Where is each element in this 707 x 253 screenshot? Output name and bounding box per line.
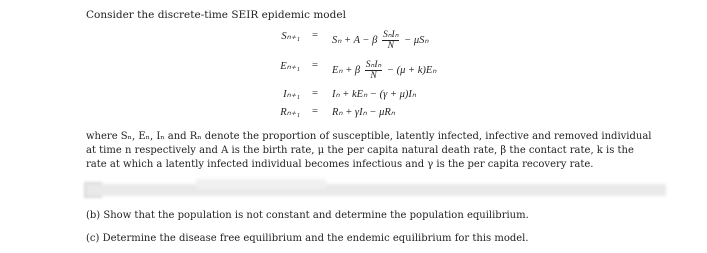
rhs-prefix: Eₙ + β xyxy=(332,64,361,76)
equation-e xyxy=(250,60,510,84)
equation-lhs: Iₙ₊₁ xyxy=(283,89,300,100)
paragraph-line: rate at which a latently infected individual becomes infectious and γ is the per capita recovery rate. xyxy=(86,159,594,170)
fraction xyxy=(382,30,399,51)
equation-lhs: Rₙ₊₁ xyxy=(280,107,300,118)
fraction xyxy=(365,60,382,81)
equation-s xyxy=(250,30,510,54)
equals-sign: = xyxy=(312,88,318,99)
variable-description xyxy=(86,130,661,172)
fraction-numerator: SₙIₙ xyxy=(383,30,399,40)
equation-lhs: Eₙ₊₁ xyxy=(280,61,300,72)
problem-intro: Consider the discrete-time SEIR epidemic model xyxy=(86,9,346,21)
equals-sign: = xyxy=(312,106,318,117)
paragraph-line: where Sₙ, Eₙ, Iₙ and Rₙ denote the proportion of susceptible, latently infected, infective and removed individual xyxy=(86,131,652,142)
redaction-blur xyxy=(86,184,666,196)
fraction-denominator: N xyxy=(370,71,377,81)
rhs-prefix: Sₙ + A − β xyxy=(332,34,378,46)
redaction-blur xyxy=(196,179,326,189)
fraction-denominator: N xyxy=(387,41,394,51)
equals-sign: = xyxy=(312,60,318,71)
equation-r xyxy=(250,106,510,130)
equation-lhs: Sₙ₊₁ xyxy=(281,31,300,42)
question-part-c: (c) Determine the disease free equilibrium and the endemic equilibrium for this model. xyxy=(86,233,529,244)
rhs-suffix: − (μ + k)Eₙ xyxy=(386,64,437,76)
equation-rhs: Iₙ + kEₙ − (γ + μ)Iₙ xyxy=(332,89,417,100)
rhs-suffix: − μSₙ xyxy=(404,34,429,46)
equals-sign: = xyxy=(312,30,318,41)
equation-rhs xyxy=(332,30,429,51)
question-part-b: (b) Show that the population is not constant and determine the population equilibrium. xyxy=(86,210,529,221)
paragraph-line: at time n respectively and A is the birth rate, μ the per capita natural death rate, β the contact rate, k is the xyxy=(86,145,634,156)
equation-rhs: Rₙ + γIₙ − μRₙ xyxy=(332,107,395,118)
equation-rhs xyxy=(332,60,436,81)
fraction-numerator: SₙIₙ xyxy=(365,60,382,70)
